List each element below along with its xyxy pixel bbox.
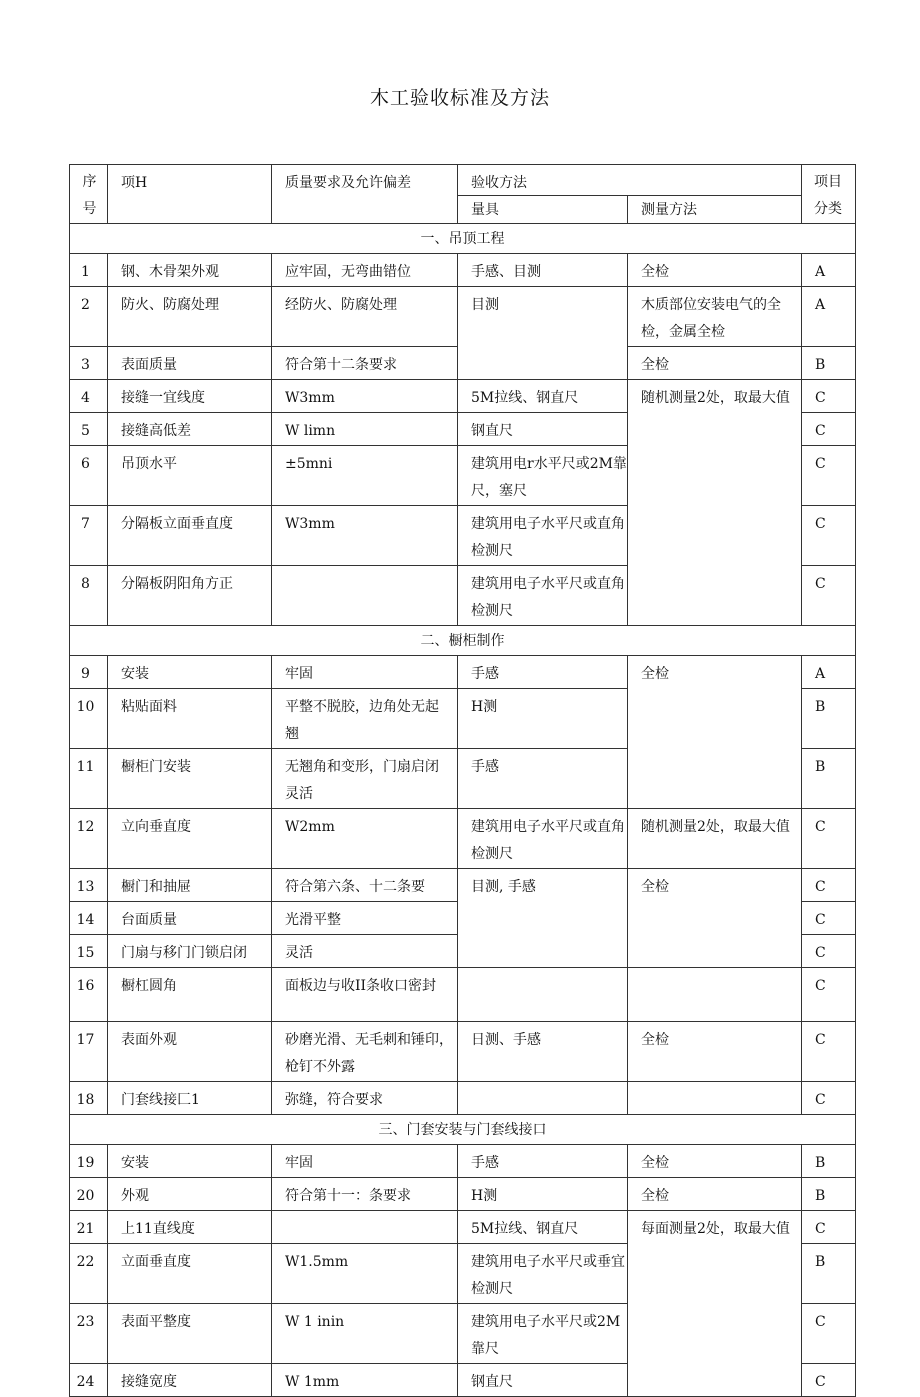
header-tool: 量具 xyxy=(458,195,628,223)
row-item: 立向垂直度 xyxy=(108,809,272,869)
row-quality: 牢固 xyxy=(272,1145,458,1178)
row-number: 17 xyxy=(70,1022,108,1082)
row-tool: 钢直尺 xyxy=(458,1364,628,1397)
row-tool: 建筑用电子水平尺或2M靠尺 xyxy=(458,1304,628,1364)
row-category: B xyxy=(802,1244,856,1304)
row-item: 接缝高低差 xyxy=(108,413,272,446)
header-seq: 序号 xyxy=(70,165,108,224)
row-item: 接缝宽度 xyxy=(108,1364,272,1397)
row-category: C xyxy=(802,935,856,968)
row-category: C xyxy=(802,1082,856,1115)
section-row xyxy=(70,1115,856,1145)
table-row xyxy=(70,1211,856,1244)
row-quality xyxy=(272,1211,458,1244)
row-measure: 全检 xyxy=(628,1178,802,1211)
header-measure: 测量方法 xyxy=(628,195,802,223)
section-title: 二、橱柜制作 xyxy=(70,626,856,656)
table-row xyxy=(70,869,856,902)
row-quality: 符合第十一：条要求 xyxy=(272,1178,458,1211)
table-row xyxy=(70,809,856,869)
row-measure: 随机测量2处，取最大值 xyxy=(628,380,802,626)
header-item: 项H xyxy=(108,165,272,224)
row-number: 10 xyxy=(70,689,108,749)
row-quality: 砂磨光滑、无毛刺和锤印，枪钉不外露 xyxy=(272,1022,458,1082)
row-category: B xyxy=(802,1145,856,1178)
row-quality: 牢固 xyxy=(272,656,458,689)
row-tool: 日测、手感 xyxy=(458,1022,628,1082)
row-number: 24 xyxy=(70,1364,108,1397)
row-number: 6 xyxy=(70,446,108,506)
row-number: 20 xyxy=(70,1178,108,1211)
row-tool: 目测, 手感 xyxy=(458,869,628,968)
row-tool xyxy=(458,968,628,1022)
row-category: C xyxy=(802,1304,856,1364)
row-category: C xyxy=(802,869,856,902)
row-tool xyxy=(458,1082,628,1115)
row-item: 门扇与移门门锁启闭 xyxy=(108,935,272,968)
row-quality: 灵活 xyxy=(272,935,458,968)
row-measure: 全检 xyxy=(628,869,802,968)
row-item: 吊顶水平 xyxy=(108,446,272,506)
row-category: C xyxy=(802,1364,856,1397)
table-row xyxy=(70,287,856,347)
row-quality: 无翘角和变形，门扇启闭 灵活 xyxy=(272,749,458,809)
row-item: 防火、防腐处理 xyxy=(108,287,272,347)
row-measure xyxy=(628,1082,802,1115)
row-quality: W limn xyxy=(272,413,458,446)
row-item: 表面外观 xyxy=(108,1022,272,1082)
row-item: 橱门和抽屉 xyxy=(108,869,272,902)
row-quality: 弥缝，符合要求 xyxy=(272,1082,458,1115)
row-measure: 全检 xyxy=(628,347,802,380)
table-row xyxy=(70,1145,856,1178)
row-number: 1 xyxy=(70,254,108,287)
row-quality: W1.5mm xyxy=(272,1244,458,1304)
row-number: 18 xyxy=(70,1082,108,1115)
row-measure: 木质部位安装电气的全检，金属全检 xyxy=(628,287,802,347)
row-category: C xyxy=(802,446,856,506)
table-row xyxy=(70,968,856,1022)
row-number: 19 xyxy=(70,1145,108,1178)
row-quality: W2mm xyxy=(272,809,458,869)
row-tool: 5M拉线、钢直尺 xyxy=(458,1211,628,1244)
section-row xyxy=(70,626,856,656)
section-title: 一、吊顶工程 xyxy=(70,224,856,254)
row-quality xyxy=(272,566,458,626)
row-number: 7 xyxy=(70,506,108,566)
row-tool: 手感、目测 xyxy=(458,254,628,287)
section-title: 三、门套安装与门套线接口 xyxy=(70,1115,856,1145)
row-item: 立面垂直度 xyxy=(108,1244,272,1304)
row-category: C xyxy=(802,380,856,413)
row-measure: 全检 xyxy=(628,1145,802,1178)
row-quality: W3mm xyxy=(272,506,458,566)
row-number: 21 xyxy=(70,1211,108,1244)
page-title: 木工验收标准及方法 xyxy=(369,87,550,109)
section-row xyxy=(70,224,856,254)
header-category: 项目分类 xyxy=(802,165,856,224)
row-category: C xyxy=(802,902,856,935)
row-category: C xyxy=(802,413,856,446)
row-item: 表面质量 xyxy=(108,347,272,380)
row-item: 接缝一宜线度 xyxy=(108,380,272,413)
row-number: 22 xyxy=(70,1244,108,1304)
row-tool: 手感 xyxy=(458,1145,628,1178)
row-item: 门套线接匚1 xyxy=(108,1082,272,1115)
row-category: C xyxy=(802,566,856,626)
row-category: A xyxy=(802,254,856,287)
row-number: 23 xyxy=(70,1304,108,1364)
table-row xyxy=(70,1178,856,1211)
row-measure: 每面测量2处，取最大值 xyxy=(628,1211,802,1397)
row-category: C xyxy=(802,506,856,566)
row-quality: W 1mm xyxy=(272,1364,458,1397)
row-tool: 手感 xyxy=(458,749,628,809)
row-tool: 目测 xyxy=(458,287,628,380)
row-category: C xyxy=(802,809,856,869)
row-tool: 建筑用电子水平尺或直角检测尺 xyxy=(458,566,628,626)
row-item: 粘贴面料 xyxy=(108,689,272,749)
row-item: 上11直线度 xyxy=(108,1211,272,1244)
row-number: 3 xyxy=(70,347,108,380)
row-measure: 全检 xyxy=(628,656,802,809)
row-quality: ±5mni xyxy=(272,446,458,506)
row-item: 钢、木骨架外观 xyxy=(108,254,272,287)
row-tool: 建筑用电子水平尺或垂宜检测尺 xyxy=(458,1244,628,1304)
row-quality: 面板边与收II条收口密封 xyxy=(272,968,458,1022)
row-quality: 符合第六条、十二条要 xyxy=(272,869,458,902)
row-quality: 经防火、防腐处理 xyxy=(272,287,458,347)
row-category: B xyxy=(802,347,856,380)
row-category: B xyxy=(802,689,856,749)
row-quality: 应牢固，无弯曲错位 xyxy=(272,254,458,287)
row-number: 9 xyxy=(70,656,108,689)
row-tool: 手感 xyxy=(458,656,628,689)
row-tool: H测 xyxy=(458,689,628,749)
row-item: 台面质量 xyxy=(108,902,272,935)
row-number: 13 xyxy=(70,869,108,902)
row-tool: 钢直尺 xyxy=(458,413,628,446)
row-quality: W3mm xyxy=(272,380,458,413)
row-number: 15 xyxy=(70,935,108,968)
header-method: 验收方法 xyxy=(458,165,802,196)
row-measure xyxy=(628,968,802,1022)
row-number: 12 xyxy=(70,809,108,869)
row-category: A xyxy=(802,656,856,689)
row-quality: 符合第十二条要求 xyxy=(272,347,458,380)
table-row xyxy=(70,1022,856,1082)
row-category: B xyxy=(802,1178,856,1211)
header-quality: 质量要求及允许偏差 xyxy=(272,165,458,224)
row-item: 橱柜门安装 xyxy=(108,749,272,809)
row-number: 5 xyxy=(70,413,108,446)
row-tool: 5M拉线、钢直尺 xyxy=(458,380,628,413)
row-number: 11 xyxy=(70,749,108,809)
row-measure: 全检 xyxy=(628,1022,802,1082)
row-item: 表面平整度 xyxy=(108,1304,272,1364)
row-item: 安装 xyxy=(108,1145,272,1178)
row-number: 4 xyxy=(70,380,108,413)
table-row xyxy=(70,254,856,287)
row-quality: 平整不脱胶，边角处无起 翘 xyxy=(272,689,458,749)
acceptance-table xyxy=(69,164,856,1397)
table-row xyxy=(70,1082,856,1115)
table-row xyxy=(70,656,856,689)
row-item: 安装 xyxy=(108,656,272,689)
row-tool: 建筑用电子水平尺或直角检测尺 xyxy=(458,809,628,869)
row-number: 2 xyxy=(70,287,108,347)
row-number: 14 xyxy=(70,902,108,935)
row-tool: 建筑用电r水平尺或2M靠尺，塞尺 xyxy=(458,446,628,506)
row-number: 16 xyxy=(70,968,108,1022)
row-item: 分隔板立面垂直度 xyxy=(108,506,272,566)
row-tool: H测 xyxy=(458,1178,628,1211)
row-quality: 光滑平整 xyxy=(272,902,458,935)
row-tool: 建筑用电子水平尺或直角检测尺 xyxy=(458,506,628,566)
row-category: C xyxy=(802,968,856,1022)
row-category: C xyxy=(802,1211,856,1244)
row-item: 橱杠圆角 xyxy=(108,968,272,1022)
row-quality: W 1 inin xyxy=(272,1304,458,1364)
row-category: C xyxy=(802,1022,856,1082)
row-item: 外观 xyxy=(108,1178,272,1211)
table-row xyxy=(70,380,856,413)
row-number: 8 xyxy=(70,566,108,626)
row-category: B xyxy=(802,749,856,809)
row-measure: 随机测量2处，取最大值 xyxy=(628,809,802,869)
row-category: A xyxy=(802,287,856,347)
row-item: 分隔板阴阳角方正 xyxy=(108,566,272,626)
row-measure: 全检 xyxy=(628,254,802,287)
